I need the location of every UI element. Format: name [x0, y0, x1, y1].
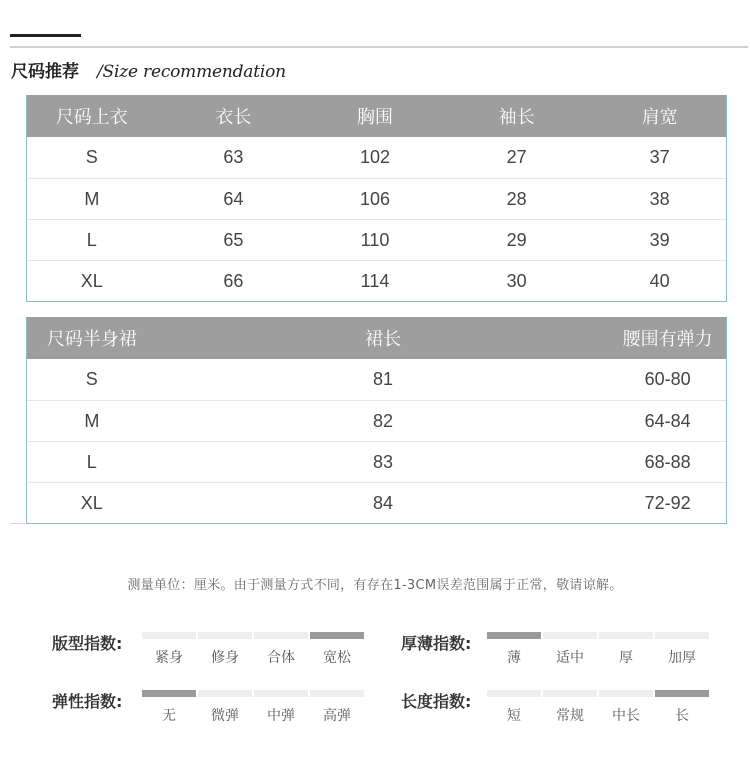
scale-option: [543, 690, 597, 725]
elasticity-index-scale: [142, 690, 366, 725]
scale-bar: [310, 690, 364, 697]
header-size-skirt: 尺码半身裙: [46, 329, 137, 350]
table-cell: XL: [80, 270, 103, 291]
table-cell: L: [86, 229, 97, 250]
scale-option-label: 短: [507, 708, 521, 724]
table-cell: 27: [506, 147, 527, 167]
scale-option: [655, 690, 709, 725]
scale-bar: [310, 632, 364, 639]
scale-bar: [655, 690, 709, 697]
table-header-row: [27, 95, 726, 137]
table-cell: 28: [506, 188, 527, 209]
table-cell: 82: [372, 410, 393, 431]
table-cell: XL: [80, 492, 103, 513]
table-cell: 37: [649, 147, 670, 167]
table-cell: 64: [223, 188, 244, 209]
table-cell: S: [85, 369, 98, 389]
scale-bar: [599, 632, 653, 639]
table-cell: S: [85, 147, 98, 167]
scale-option-label: 加厚: [668, 650, 696, 666]
table-cell: 65: [223, 229, 244, 250]
scale-option-label: 高弹: [323, 708, 351, 724]
table-cell: 38: [649, 188, 670, 209]
header-waist: 腰围有弹力: [622, 329, 713, 350]
table-cell: 39: [649, 229, 670, 250]
table-row: [27, 137, 726, 178]
scale-option-label: 薄: [507, 650, 521, 666]
table-cell: 63: [223, 147, 244, 167]
elasticity-index: [52, 689, 372, 723]
scale-option-label: 长: [675, 708, 689, 724]
scale-option: [254, 632, 308, 667]
elasticity-index-label: 弹性指数:: [52, 692, 123, 711]
fit-index-label: 版型指数:: [52, 634, 123, 653]
scale-option-label: 常规: [556, 708, 584, 724]
table-cell: 30: [506, 270, 527, 291]
length-index-label: 长度指数:: [401, 692, 472, 711]
scale-bar: [487, 690, 541, 697]
scale-option-label: 适中: [556, 650, 584, 666]
header-size-top: 尺码上衣: [55, 107, 128, 128]
measurement-note: 测量单位：厘米。由于测量方式不同，有存在1-3CM误差范围属于正常，敬请谅解。: [127, 578, 623, 593]
table-row: [27, 260, 726, 301]
table-cell: 83: [372, 451, 393, 472]
scale-bar: [198, 690, 252, 697]
scale-bar: [599, 690, 653, 697]
table-row: [27, 178, 726, 219]
table-cell: 84: [372, 492, 393, 513]
table-cell: M: [84, 188, 100, 209]
scale-bar: [655, 632, 709, 639]
table-cell: M: [84, 410, 100, 431]
size-recommendation-heading: [11, 57, 286, 82]
table-cell: 40: [649, 270, 670, 291]
table-cell: 110: [360, 229, 390, 250]
scale-bar: [487, 632, 541, 639]
heading-cn: 尺码推荐: [11, 62, 79, 82]
heading-accent-rule: [10, 34, 81, 37]
table-cell: 106: [359, 188, 391, 209]
table-cell: 102: [359, 147, 391, 167]
heading-divider: [10, 46, 748, 48]
scale-bar: [543, 632, 597, 639]
table-cell: 29: [506, 229, 527, 250]
scale-option-label: 中长: [612, 708, 640, 724]
scale-option: [599, 632, 653, 667]
header-chest: 胸围: [357, 107, 393, 128]
scale-bar: [142, 632, 196, 639]
table-row: [27, 359, 726, 400]
scale-option: [142, 632, 196, 667]
table-cell: 64-84: [644, 410, 691, 431]
scale-option: [142, 690, 196, 725]
header-skirt-length: 裙长: [364, 329, 401, 350]
skirt-size-table: [26, 317, 727, 524]
length-index-scale: [487, 690, 711, 725]
scale-option: [198, 690, 252, 725]
fit-index-scale: [142, 632, 366, 667]
table-row: [27, 400, 726, 441]
fit-index: [52, 631, 372, 665]
table-cell: 114: [360, 270, 390, 291]
scale-option: [487, 690, 541, 725]
scale-option: [254, 690, 308, 725]
top-size-table: [26, 95, 727, 302]
scale-option-label: 厚: [619, 650, 633, 666]
scale-option-label: 中弹: [267, 708, 295, 724]
scale-option-label: 微弹: [211, 708, 239, 724]
header-shoulder: 肩宽: [641, 107, 678, 128]
table-cell: 68-88: [644, 451, 691, 472]
length-index: [401, 689, 721, 723]
table-cell: 60-80: [644, 369, 691, 389]
table-cell: L: [86, 451, 97, 472]
scale-option: [310, 690, 364, 725]
thickness-index-scale: [487, 632, 711, 667]
scale-option: [655, 632, 709, 667]
scale-bar: [254, 632, 308, 639]
scale-option-label: 宽松: [323, 650, 351, 666]
scale-option: [487, 632, 541, 667]
scale-option: [310, 632, 364, 667]
table-row: [27, 441, 726, 482]
scale-bar: [543, 690, 597, 697]
scale-option-label: 合体: [267, 650, 295, 666]
scale-option-label: 无: [162, 708, 176, 724]
scale-option-label: 紧身: [155, 650, 183, 666]
scale-bar: [254, 690, 308, 697]
table-cell: 66: [223, 270, 244, 291]
scale-option: [599, 690, 653, 725]
table-row: [27, 482, 726, 523]
scale-option: [543, 632, 597, 667]
table-row: [27, 219, 726, 260]
table-header-row: [27, 317, 726, 359]
scale-bar: [198, 632, 252, 639]
thickness-index: [401, 631, 721, 665]
thickness-index-label: 厚薄指数:: [401, 634, 472, 653]
scale-option: [198, 632, 252, 667]
table-cell: 72-92: [644, 492, 691, 513]
header-sleeve: 袖长: [498, 107, 535, 128]
scale-bar: [142, 690, 196, 697]
table-cell: 81: [372, 369, 393, 389]
side-divider: [10, 523, 25, 524]
heading-en: /Size recommendation: [97, 62, 286, 82]
header-length: 衣长: [215, 107, 252, 128]
scale-option-label: 修身: [211, 650, 239, 666]
